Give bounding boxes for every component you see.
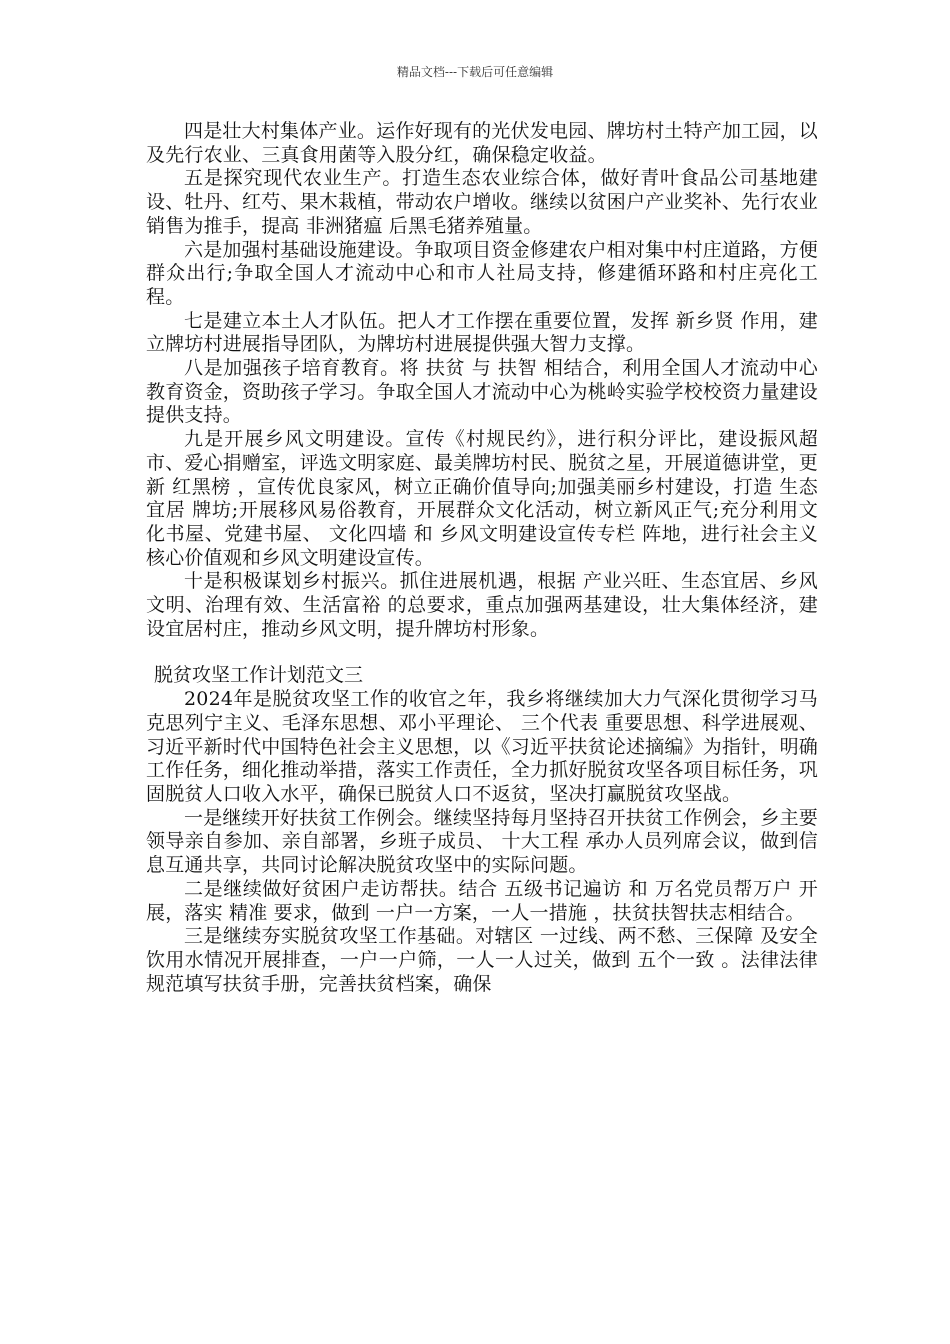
section-gap [146, 641, 818, 664]
paragraph-5-modern-agriculture: 五是探究现代农业生产。打造生态农业综合体，做好青叶食品公司基地建设、牡丹、红芍、果木栽植，带动农户增收。继续以贫困户产业奖补、先行农业销售为推手，提高 非洲猪瘟 后黑毛猪养殖量。 [146, 167, 819, 237]
section-title: 脱贫攻坚工作计划范文三 [154, 664, 364, 687]
paragraph-8-education: 八是加强孩子培育教育。将 扶贫 与 扶智 相结合，利用全国人才流动中心教育资金，资助孩子学习。争取全国人才流动中心为桃岭实验学校校资力量建设提供支持。 [146, 357, 819, 427]
document-body [146, 120, 818, 996]
paragraph-7-local-talent: 七是建立本土人才队伍。把人才工作摆在重要位置，发挥 新乡贤 作用，建立牌坊村进展指导团队，为牌坊村进展提供强大智力支撑。 [146, 309, 818, 356]
paragraph-2-visits: 二是继续做好贫困户走访帮扶。结合 五级书记遍访 和 万名党员帮万户 开展，落实 精准 要求，做到 一户一方案，一人一措施 ，扶贫扶智扶志相结合。 [146, 877, 818, 924]
paragraph-1-meetings: 一是继续开好扶贫工作例会。继续坚持每月坚持召开扶贫工作例会，乡主要领导亲自参加、亲自部署，乡班子成员、 十大工程 承办人员列席会议，做到信息互通共享，共同讨论解决脱贫攻坚中的实际问题。 [146, 806, 818, 877]
paragraph-10-rural-revitalization: 十是积极谋划乡村振兴。抓住进展机遇，根据 产业兴旺、生态宜居、乡风文明、治理有效、生活富裕 的总要求，重点加强两基建设，壮大集体经济，建设宜居村庄，推动乡风文明，提升牌坊村形象。 [146, 570, 818, 640]
paragraph-9-civilization: 九是开展乡风文明建设。宣传《村规民约》，进行积分评比，建设振风超市、爱心捐赠室，评选文明家庭、最美牌坊村民、脱贫之星，开展道德讲堂，更新 红黑榜 ，宣传优良家风，树立正确价值导向;加强美丽乡村建设，打造 生态宜居 牌坊;开展移风易俗教育，开展群众文化活动，树立新风正气;充分利用文化书屋、党建书屋、 文化四墙 和 乡风文明建设宣传专栏 阵地，进行社会主义核心价值观和乡风文明建设宣传。 [146, 428, 819, 569]
paragraph-3-foundation: 三是继续夯实脱贫攻坚工作基础。对辖区 一过线、两不愁、三保障 及安全饮用水情况开展排查，一户一户筛，一人一人过关，做到 五个一致 。法律法律规范填写扶贫手册，完善扶贫档案，确保 [146, 925, 818, 995]
page-header: 精品文档---下载后可任意编辑 [396, 65, 554, 79]
paragraph-intro-2024: 2024年是脱贫攻坚工作的收官之年，我乡将继续加大力气深化贯彻学习马克思列宁主义、毛泽东思想、邓小平理论、 三个代表 重要思想、科学进展观、习近平新时代中国特色社会主义思想，以《习近平扶贫论述摘编》为指针，明确工作任务，细化推动举措，落实工作责任，全力抓好脱贫攻坚各项目标任务，巩固脱贫人口收入水平，确保已脱贫人口不返贫，坚决打赢脱贫攻坚战。 [146, 688, 819, 805]
paragraph-4-collective-industry: 四是壮大村集体产业。运作好现有的光伏发电园、牌坊村土特产加工园，以及先行农业、三真食用菌等入股分红，确保稳定收益。 [146, 120, 818, 166]
paragraph-6-infrastructure: 六是加强村基础设施建设。争取项目资金修建农户相对集中村庄道路，方便群众出行;争取全国人才流动中心和市人社局支持，修建循环路和村庄亮化工程。 [146, 238, 818, 308]
